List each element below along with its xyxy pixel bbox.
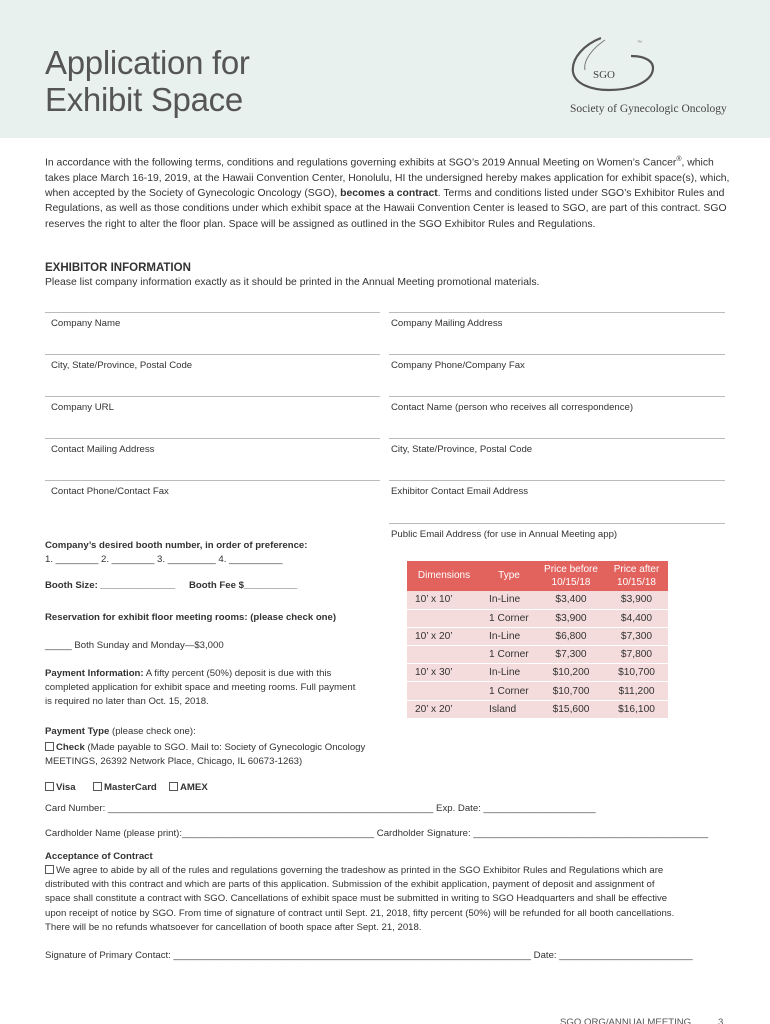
cell-dimensions [407,682,481,700]
cell-price-after: $3,900 [605,591,668,609]
company-mailing-address-field[interactable]: Company Mailing Address [389,312,725,332]
logo-abbr: SGO [593,69,616,81]
page-number: 3 [718,1017,724,1024]
mastercard-option [93,781,157,795]
contact-name-field[interactable]: Contact Name (person who receives all correspondence) [389,396,725,416]
contract-l5: There will be no refunds whatsoever for cancellation of booth space after Sept. 21, 2018. [45,921,422,933]
contact-mailing-address-field[interactable]: Contact Mailing Address [45,438,380,458]
booth-size-label[interactable]: Booth Size: ______________ [45,580,176,591]
check-checkbox[interactable] [45,742,54,751]
exhibitor-section-subtitle: Please list company information exactly as it should be printed in the Annual Meeting promotional materials. [45,277,540,288]
cell-dimensions [407,609,481,627]
contract-title: Acceptance of Contract [45,851,153,862]
payment-info-l1: A fifty percent (50%) deposit is due with this [143,668,332,679]
payment-info-bold: Payment Information: [45,668,144,679]
cell-price-before: $10,200 [537,664,605,682]
contact-phone-fax-field[interactable]: Contact Phone/Contact Fax [45,480,380,500]
amex-checkbox[interactable] [169,782,178,791]
company-name-field[interactable]: Company Name [45,312,380,332]
cell-price-before: $7,300 [537,646,605,664]
payment-info-l2: completed application for exhibit space and meeting rooms. Full payment [45,682,356,693]
public-email-field[interactable]: Public Email Address (for use in Annual Meeting app) [389,523,725,543]
intro-part-3: . Terms and conditions listed under SGO’s Exhibitor Rules and Regulations, as well as those conditions under which exhibit space at the Hawaii Convention Center is leased to SGO, are part of this contract. SGO reserves the right to alter the floor plan. Space will be assigned as outlined in the SGO Exhibitor Rules and Regulations. [45,188,727,230]
table-row [407,609,668,627]
cell-dimensions: 10’ x 10’ [407,591,481,609]
title-line-2: Exhibit Space [45,81,243,118]
cell-price-before: $3,400 [537,591,605,609]
table-row [407,700,668,718]
intro-part-2: , which takes place March 16-19, 2019, at the Hawaii Convention Center, Honolulu, HI the undersigned hereby makes application for exhibit space(s), which, when accepted by the Society of Gynecologic Oncology (SGO), [45,157,730,200]
title-line-1: Application for [45,44,250,81]
cell-dimensions: 20’ x 20’ [407,700,481,718]
contact-city-state-postal-field[interactable]: City, State/Province, Postal Code [389,438,725,458]
payment-info [45,667,355,709]
intro-bold: becomes a contract [340,188,438,200]
cell-type: In-Line [481,627,537,645]
booth-fee-label[interactable]: Booth Fee $__________ [189,580,298,591]
exhibitor-contact-email-field[interactable]: Exhibitor Contact Email Address [389,480,725,500]
cell-price-before: $10,700 [537,682,605,700]
pricing-header-row [407,561,668,591]
check-text-l2: MEETINGS, 26392 Network Place, Chicago, IL 60673-1263) [45,756,303,767]
contract-l4: upon receipt of notice by SGO. From time of signature of contract until Sept. 21, 2018, fifty percent (50%) will be refunded for all booth cancellations. [45,907,675,919]
signature-line[interactable]: Signature of Primary Contact: ___________________________________________________________________ Date: _________________________ [45,950,693,961]
table-row [407,664,668,682]
payment-type-bold: Payment Type [45,726,110,737]
pricing-header-dimensions: Dimensions [407,561,481,591]
cell-price-after: $7,300 [605,627,668,645]
check-text-l1: (Made payable to SGO. Mail to: Society of Gynecologic Oncology [84,742,366,753]
pricing-header-price-after: Price after 10/15/18 [605,561,668,591]
cell-price-after: $16,100 [605,700,668,718]
contract-body [45,864,674,935]
payment-info-l3: is required no later than Oct. 15, 2018. [45,696,209,707]
cell-type: 1 Corner [481,682,537,700]
table-row [407,627,668,645]
contract-agree-checkbox[interactable] [45,865,54,874]
payment-type-text: (please check one): [109,726,196,737]
cell-price-before: $6,800 [537,627,605,645]
table-row [407,591,668,609]
visa-option [45,781,76,795]
check-bold: Check [56,742,85,753]
cell-price-after: $11,200 [605,682,668,700]
intro-reg: ® [676,156,682,163]
exhibitor-section-title: EXHIBITOR INFORMATION [45,262,191,274]
contract-l2: distributed with this contract and which are parts of this application. Submission of the exhibit application, payment of deposit and assignment of [45,879,655,891]
contract-l3: space shall constitute a contract with SGO. Cancellations of exhibit space must be submitted in writing to SGO Headquarters and shall be effective [45,893,668,905]
page-title [45,44,250,118]
payment-type [45,725,196,739]
cell-price-after: $10,700 [605,664,668,682]
amex-label: AMEX [180,782,208,793]
pricing-header-type: Type [481,561,537,591]
visa-checkbox[interactable] [45,782,54,791]
contract-l1: We agree to abide by all of the rules and regulations governing the tradeshow as printed in the SGO Exhibitor Rules and Regulations which are [56,865,664,876]
intro-paragraph [45,152,730,232]
cell-dimensions [407,646,481,664]
cell-type: 1 Corner [481,646,537,664]
cell-price-after: $4,400 [605,609,668,627]
cell-type: In-Line [481,664,537,682]
cell-price-after: $7,800 [605,646,668,664]
pricing-header-price-before: Price before 10/15/18 [537,561,605,591]
table-row [407,682,668,700]
meeting-room-option[interactable]: _____ Both Sunday and Monday—$3,000 [45,640,224,651]
card-number-line[interactable]: Card Number: _____________________________________________________________ Exp. Date: _____________________ [45,803,596,814]
amex-option [169,781,208,795]
logo-name: Society of Gynecologic Oncology [570,103,727,115]
cell-price-before: $15,600 [537,700,605,718]
logo-trademark: ™ [637,40,642,46]
pricing-table [407,561,668,719]
cell-type: Island [481,700,537,718]
check-option [45,741,365,769]
mastercard-label: MasterCard [104,782,157,793]
cell-type: In-Line [481,591,537,609]
mastercard-checkbox[interactable] [93,782,102,791]
cardholder-name-line[interactable]: Cardholder Name (please print):____________________________________ Cardholder Signature: ____________________________________________ [45,828,709,839]
company-phone-fax-field[interactable]: Company Phone/Company Fax [389,354,725,374]
cell-dimensions: 10’ x 30’ [407,664,481,682]
cell-dimensions: 10’ x 20’ [407,627,481,645]
cell-price-before: $3,900 [537,609,605,627]
city-state-postal-field[interactable]: City, State/Province, Postal Code [45,354,380,374]
visa-label: Visa [56,782,76,793]
booth-preference-label: Company’s desired booth number, in order of preference: [45,540,308,551]
company-url-field[interactable]: Company URL [45,396,380,416]
cell-type: 1 Corner [481,609,537,627]
intro-part-1: In accordance with the following terms, conditions and regulations governing exhibits at SGO’s 2019 Annual Meeting on Women’s Cancer [45,157,677,169]
meeting-room-label: Reservation for exhibit floor meeting rooms: (please check one) [45,612,337,623]
footer-url: SGO.ORG/ANNUALMEETING [560,1017,692,1024]
booth-preference-line[interactable]: 1. ________ 2. ________ 3. _________ 4. __________ [45,554,283,565]
table-row [407,646,668,664]
